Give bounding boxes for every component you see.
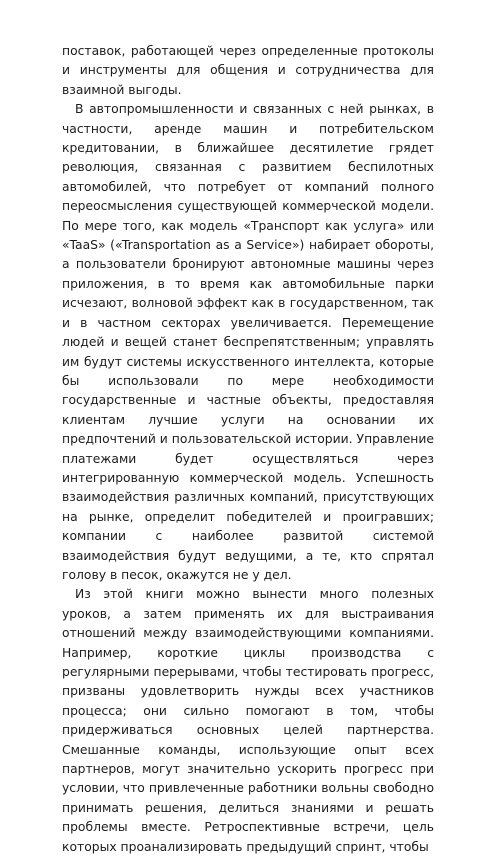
paragraph-continuation: поставок, работающей через определенные протоколы и инструменты для общения и сотрудничества для взаимной выгоды.	[62, 44, 434, 97]
paragraph-automotive-revolution: В автопромышленности и связанных с ней рынках, в частности, аренде машин и потребительском кредитовании, в ближайшее десятилетие грядет революция, связанная с развитием беспилотных автомобилей, что потребует от компаний полного переосмысления существующей коммерческой модели. По мере того, как модель «Транспорт как услуга» или «TaaS» («Transportation as a Service») набирает обороты, а пользователи бронируют автономные машины через приложения, в то время как автомобильные парки исчезают, волновой эффект как в государственном, так и в частном секторах увеличивается. Перемещение людей и вещей станет беспрепятственным; управлять им будут системы искусственного интеллекта, которые бы использовали по мере необходимости государственные и частные объекты, предоставляя клиентам лучшие услуги на основании их предпочтений и пользовательской истории. Управление платежами будет осуществляться через интегрированную коммерческой модель. Успешность взаимодействия различных компаний, присутствующих на рынке, определит победителей и проигравших; компании с наиболее развитой системой взаимодействия будут ведущими, а те, кто спрятал голову в песок, окажутся не у дел.	[62, 102, 434, 582]
book-page-text	[62, 42, 434, 857]
paragraph-book-lessons: Из этой книги можно вынести много полезных уроков, а затем применять их для выстраивания отношений между взаимодействующими компаниями. Например, короткие циклы производства с регулярными перерывами, чтобы тестировать прогресс, призваны удовлетворить нужды всех участников процесса; они сильно помогают в том, чтобы придерживаться основных целей партнерства. Смешанные команды, использующие опыт всех партнеров, могут значительно ускорить прогресс при условии, что привлеченные работники вольны свободно принимать решения, делиться знаниями и решать проблемы вместе. Ретроспективные встречи, цель которых проанализировать предыдущий спринт, чтобы	[62, 587, 434, 854]
